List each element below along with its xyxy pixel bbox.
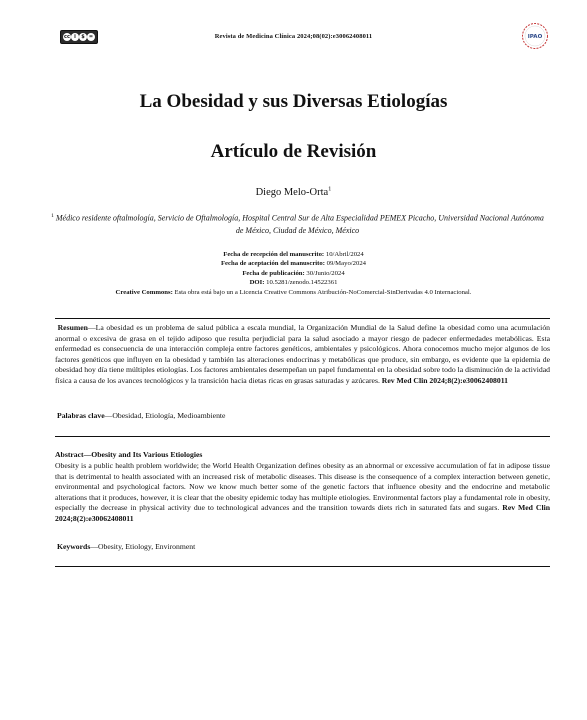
- received-date: Fecha de recepción del manuscrito: 10/Abril/2024: [223, 251, 364, 258]
- abstract-title: Obesity and Its Various Etiologies: [91, 450, 203, 459]
- affiliation-mark: 1: [51, 213, 54, 219]
- author-name: Diego Melo-Orta: [255, 187, 329, 198]
- divider: [55, 318, 550, 319]
- by-icon: i: [71, 33, 79, 41]
- resumen-label: Resumen: [57, 323, 88, 332]
- abstract-paragraph: [55, 461, 550, 525]
- affiliation: [48, 210, 547, 237]
- license-statement: Creative Commons: Esta obra está bajo un a Licencia Creative Commons Atribución-NoComercial-SinDerivadas 4.0 Internacional.: [115, 288, 472, 296]
- sa-icon: =: [88, 34, 94, 40]
- resumen-text: La obesidad es un problema de salud pública a escala mundial, la Organización Mundial de la Salud define la obesidad como una acumulación anormal o excesiva de grasa en el tejido adiposo que resulta perjudicial para la salud asociado a mayor riesgo de padecer enfermedades metabólicas. Esta enfermedad es consecuencia de una interacción compleja entre factores genéticos, ambientales y psicológicos. Ahora conocemos mucho mejor algunos de los factores genéticos que influyen en la obesidad y también las alteraciones endocrinas y metabólicas que produce, sin embargo, es evidente que la epidemia de obesidad hoy día tiene múltiples etiologías. Los factores ambientales desempeñan un papel fundamental en la obesidad sobre todo la disminución de la actividad física a causa de los avances tecnológicos y la transición hacia dietas ricas en grasas saturadas y azúcares.: [55, 323, 551, 385]
- article-title: La Obesidad y sus Diversas Etiologías: [139, 91, 448, 112]
- journal-citation-header: Revista de Medicina Clínica 2024;08(02):e30062408011: [214, 33, 373, 40]
- keywords-text: Obesity, Etiology, Environment: [98, 542, 196, 551]
- article-type: Artículo de Revisión: [210, 141, 377, 162]
- author-line: [0, 187, 587, 198]
- affiliation-text: Médico residente oftalmología, Servicio de Oftalmología, Hospital Central Sur de Alta Especialidad PEMEX Picacho, Universidad Nacional Autónoma de México, Ciudad de México, México: [55, 213, 544, 235]
- divider: [55, 566, 550, 567]
- manuscript-dates: [0, 250, 587, 297]
- palabras-clave-text: Obesidad, Etiología, Medioambiente: [112, 411, 226, 420]
- nc-icon: $: [79, 33, 87, 41]
- abstract-label: Abstract: [55, 450, 84, 459]
- cc-icon: cc: [64, 34, 70, 40]
- keywords: Keywords—Obesity, Etiology, Environment: [57, 542, 196, 551]
- doi[interactable]: DOI: 10.5281/zenodo.14522361: [249, 279, 338, 287]
- divider: [55, 436, 550, 437]
- logo-text: IPAO: [527, 34, 543, 40]
- abstract-text: Obesity is a public health problem worldwide; the World Health Organization defines obesity as an abnormal or excessive accumulation of fat in adipose tissue that is detrimental to health associated with an increased risk of metabolic diseases. This disease is the consequence of a complex interaction between genetic, environmental and psychological factors. Now we know much better some of the genetic factors that influence obesity and the endocrine and metabolic alterations that it produces, however, it is clear that the obesity epidemic today has multiple etiologies. Environmental factors play a fundamental role in obesity, especially the decrease in physical activity due to technological advances and the transition towards diets rich in saturated fats and sugars.: [55, 461, 550, 513]
- published-date: Fecha de publicación: 30/Junio/2024: [242, 269, 345, 277]
- author-affiliation-mark: 1: [328, 185, 332, 193]
- palabras-clave: Palabras clave—Obesidad, Etiología, Medioambiente: [57, 411, 226, 420]
- journal-logo-icon: [521, 22, 549, 50]
- abstract-heading: Abstract—Obesity and Its Various Etiologies: [55, 450, 203, 459]
- abstract-citation: Rev Med Clin 2024;8(2):e30062408011: [55, 503, 550, 523]
- resumen-paragraph: Resumen—La obesidad es un problema de salud pública a escala mundial, la Organización Mundial de la Salud define la obesidad como una acumulación anormal o excesiva de grasa en el tejido adiposo que resulta perjudicial para la salud asociado a mayor riesgo de padecer enfermedades metabólicas. Esta enfermedad es consecuencia de una interacción compleja entre factores genéticos, ambientales y psicológicos. Ahora conocemos mucho mejor algunos de los factores genéticos que influyen en la obesidad y también las alteraciones endocrinas y metabólicas que produce, sin embargo, es evidente que la epidemia de obesidad hoy día tiene múltiples etiologías. Los factores ambientales desempeñan un papel fundamental en la obesidad sobre todo la disminución de la actividad física a causa de los avances tecnológicos y la transición hacia dietas ricas en grasas saturadas y azúcares. Rev Med Clin 2024;8(2):e30062408011: [55, 323, 551, 385]
- accepted-date: Fecha de aceptación del manuscrito: 09/Mayo/2024: [220, 260, 367, 268]
- resumen-citation: Rev Med Clin 2024;8(2):e30062408011: [381, 375, 508, 385]
